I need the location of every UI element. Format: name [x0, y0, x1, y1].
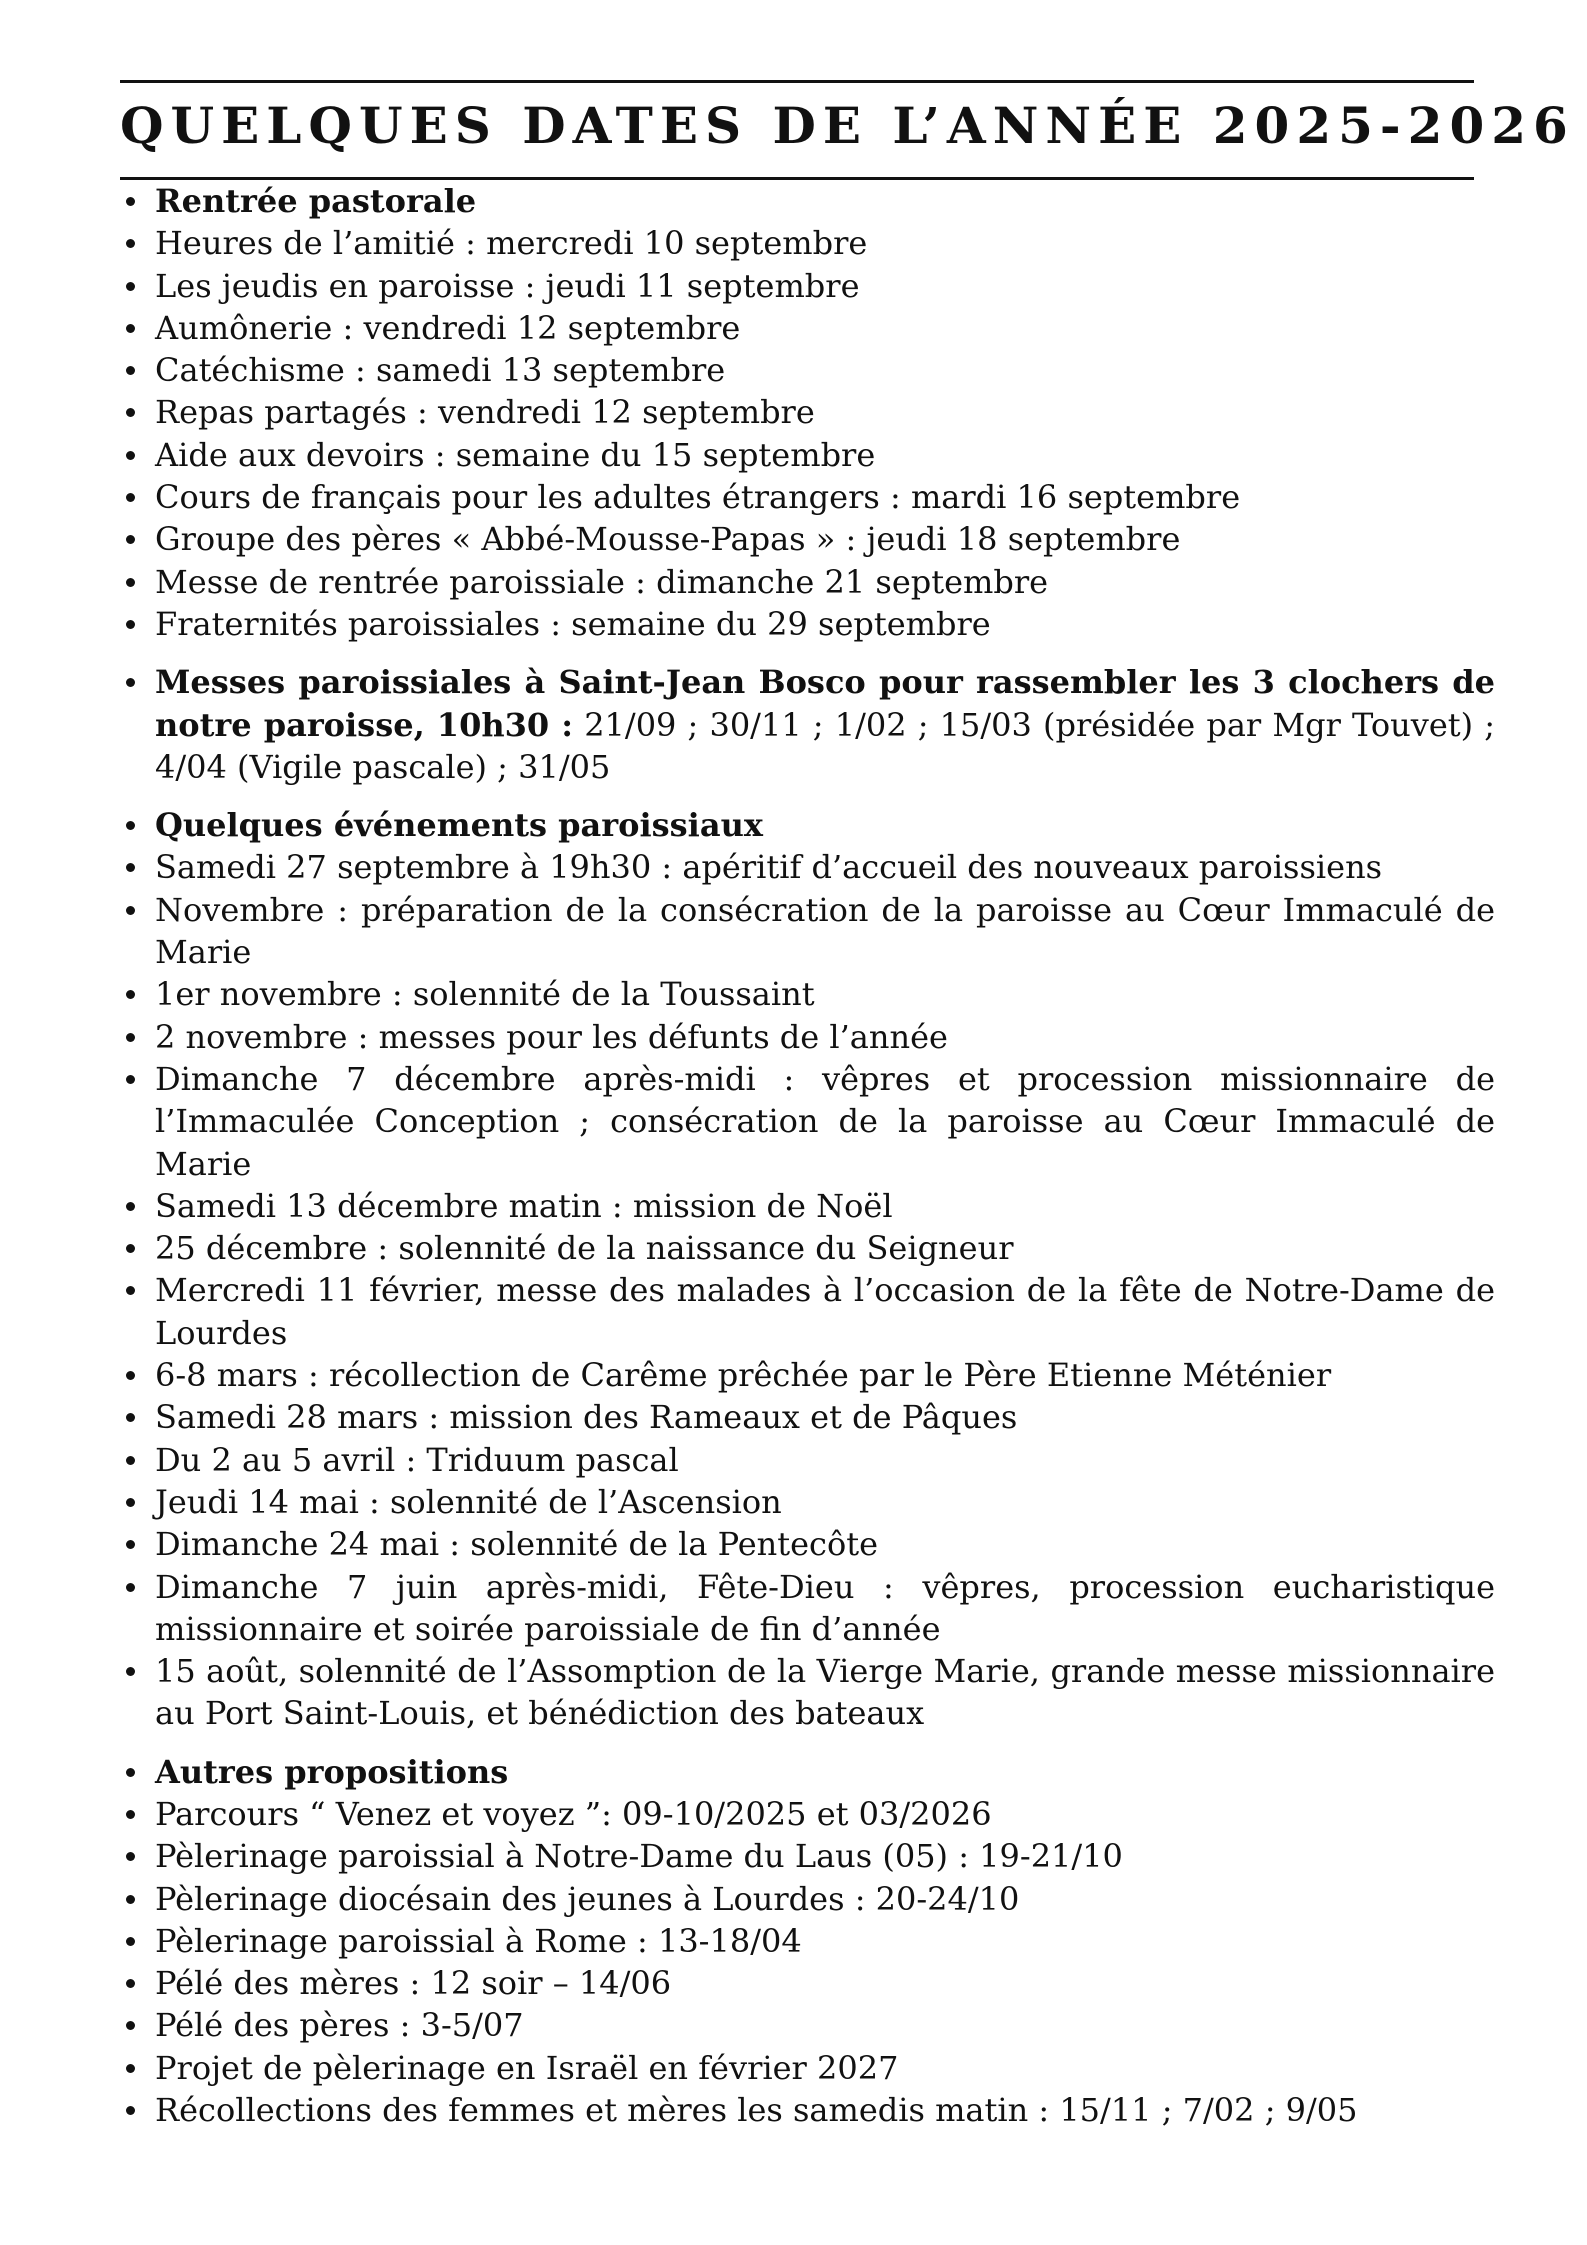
list-item: Catéchisme : samedi 13 septembre: [120, 349, 1495, 391]
list-item: Pèlerinage paroissial à Rome : 13-18/04: [120, 1920, 1495, 1962]
messes-item: [120, 661, 1495, 788]
list-item: Dimanche 24 mai : solennité de la Pentecôte: [120, 1523, 1495, 1565]
list-item: 25 décembre : solennité de la naissance du Seigneur: [120, 1227, 1495, 1269]
list-item: Pélé des pères : 3-5/07: [120, 2004, 1495, 2046]
messes-heading: Messes paroissiales à Saint-Jean Bosco pour rassembler les 3 clochers de notre paroisse, 10h30 :: [155, 663, 1495, 744]
title-block: [120, 80, 1575, 180]
list-item: Du 2 au 5 avril : Triduum pascal: [120, 1439, 1495, 1481]
list-item: Repas partagés : vendredi 12 septembre: [120, 391, 1495, 433]
list-item: Samedi 27 septembre à 19h30 : apéritif d’accueil des nouveaux paroissiens: [120, 846, 1495, 888]
list-item: Les jeudis en paroisse : jeudi 11 septembre: [120, 265, 1495, 307]
list-item: Pélé des mères : 12 soir – 14/06: [120, 1962, 1495, 2004]
section-heading: Autres propositions: [120, 1751, 1495, 1793]
section-heading: Quelques événements paroissiaux: [120, 804, 1495, 846]
list-item: Pèlerinage diocésain des jeunes à Lourdes : 20-24/10: [120, 1878, 1495, 1920]
list-item: Récollections des femmes et mères les samedis matin : 15/11 ; 7/02 ; 9/05: [120, 2089, 1495, 2131]
messes-dates: 21/09 ; 30/11 ; 1/02 ; 15/03 (présidée par Mgr Touvet) ; 4/04 (Vigile pascale) ; 31/05: [155, 705, 1496, 786]
list-item: 6-8 mars : récollection de Carême prêchée par le Père Etienne Méténier: [120, 1354, 1495, 1396]
list-item: Fraternités paroissiales : semaine du 29 septembre: [120, 603, 1495, 645]
list-item: Cours de français pour les adultes étrangers : mardi 16 septembre: [120, 476, 1495, 518]
list-item: 2 novembre : messes pour les défunts de l’année: [120, 1016, 1495, 1058]
list-item: Aide aux devoirs : semaine du 15 septembre: [120, 434, 1495, 476]
list-item: Dimanche 7 décembre après-midi : vêpres et procession missionnaire de l’Immaculée Conception ; consécration de la paroisse au Cœur Immaculé de Marie: [120, 1058, 1495, 1185]
list-item: Projet de pèlerinage en Israël en février 2027: [120, 2047, 1495, 2089]
list-item: Aumônerie : vendredi 12 septembre: [120, 307, 1495, 349]
list-item: Mercredi 11 février, messe des malades à l’occasion de la fête de Notre-Dame de Lourdes: [120, 1269, 1495, 1354]
list-item: Heures de l’amitié : mercredi 10 septembre: [120, 222, 1495, 264]
list-item: Samedi 13 décembre matin : mission de Noël: [120, 1185, 1495, 1227]
section-rentree-pastorale: [120, 180, 1495, 645]
content: [120, 180, 1495, 2147]
list-item: 1er novembre : solennité de la Toussaint: [120, 973, 1495, 1015]
list-item: Jeudi 14 mai : solennité de l’Ascension: [120, 1481, 1495, 1523]
list-item: Parcours “ Venez et voyez ”: 09-10/2025 et 03/2026: [120, 1793, 1495, 1835]
section-autres-propositions: [120, 1751, 1495, 2132]
list-item: Groupe des pères « Abbé-Mousse-Papas » : jeudi 18 septembre: [120, 518, 1495, 560]
list-item: Dimanche 7 juin après-midi, Fête-Dieu : vêpres, procession eucharistique missionnaire et soirée paroissiale de fin d’année: [120, 1566, 1495, 1651]
list-item: Messe de rentrée paroissiale : dimanche 21 septembre: [120, 561, 1495, 603]
section-messes-paroissiales: [120, 661, 1495, 788]
list-item: Pèlerinage paroissial à Notre-Dame du Laus (05) : 19-21/10: [120, 1835, 1495, 1877]
list-item: 15 août, solennité de l’Assomption de la Vierge Marie, grande messe missionnaire au Port Saint-Louis, et bénédiction des bateaux: [120, 1650, 1495, 1735]
list-item: Samedi 28 mars : mission des Rameaux et de Pâques: [120, 1396, 1495, 1438]
page-title: QUELQUES DATES DE L’ANNÉE 2025-2026: [120, 96, 1575, 155]
list-item: Novembre : préparation de la consécration de la paroisse au Cœur Immaculé de Marie: [120, 889, 1495, 974]
section-heading: Rentrée pastorale: [120, 180, 1495, 222]
section-evenements-paroissiaux: [120, 804, 1495, 1735]
